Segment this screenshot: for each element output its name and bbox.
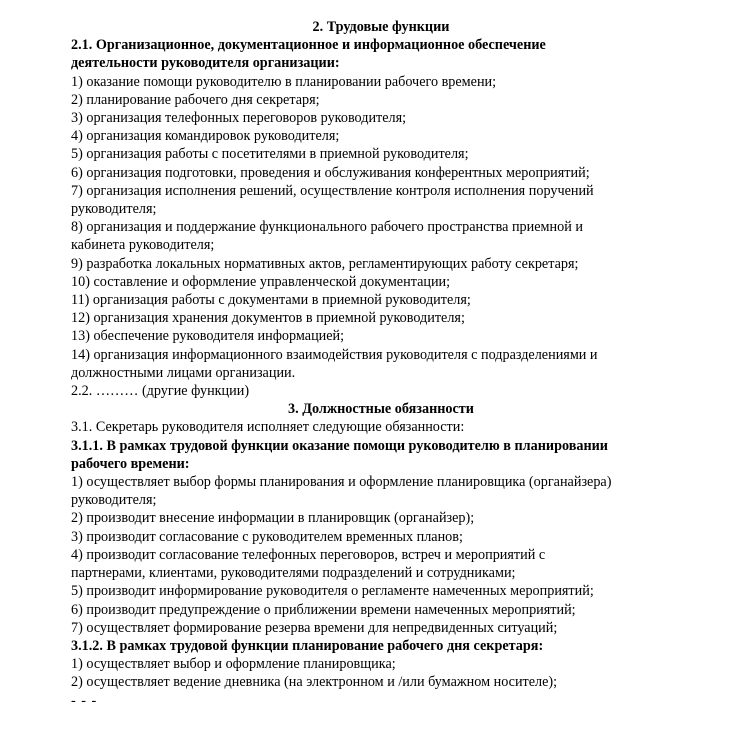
- function-list-item: 12) организация хранения документов в приемной руководителя;: [71, 310, 465, 327]
- duty-list-item: партнерами, клиентами, руководителями подразделений и сотрудниками;: [71, 565, 516, 582]
- section-3-1-1-heading-line-1: 3.1.1. В рамках трудовой функции оказание помощи руководителю в планировании: [71, 437, 608, 454]
- section-3-1-intro: 3.1. Секретарь руководителя исполняет следующие обязанности:: [71, 419, 465, 436]
- document-page: [71, 18, 691, 710]
- function-list-item: 6) организация подготовки, проведения и обслуживания конферентных мероприятий;: [71, 164, 590, 181]
- function-list-item: руководителя;: [71, 201, 157, 218]
- duty-list-item: 4) производит согласование телефонных переговоров, встреч и мероприятий с: [71, 546, 546, 563]
- duty-list-item: 1) осуществляет выбор формы планирования и оформление планировщика (органайзера): [71, 474, 612, 491]
- function-list-item: 3) организация телефонных переговоров руководителя;: [71, 110, 407, 127]
- function-list-item: 4) организация командировок руководителя;: [71, 128, 340, 145]
- function-list-item: 9) разработка локальных нормативных актов, регламентирующих работу секретаря;: [71, 255, 579, 272]
- function-list-item: 8) организация и поддержание функционального рабочего пространства приемной и: [71, 219, 583, 236]
- section-3-title: 3. Должностные обязанности: [288, 401, 474, 418]
- other-functions-line: 2.2. ……… (другие функции): [71, 383, 250, 400]
- function-list-item: 13) обеспечение руководителя информацией;: [71, 328, 345, 345]
- section-3-1-1-heading-line-2: рабочего времени:: [71, 455, 190, 472]
- function-list-item: 1) оказание помощи руководителю в планировании рабочего времени;: [71, 73, 497, 90]
- duty-list-item: 2) производит внесение информации в планировщик (органайзер);: [71, 510, 475, 527]
- function-list-item: 11) организация работы с документами в приемной руководителя;: [71, 292, 471, 309]
- continuation-marker: - - -: [71, 692, 98, 709]
- duty-list-item: 1) осуществляет выбор и оформление планировщика;: [71, 656, 396, 673]
- duty-list-item: руководителя;: [71, 492, 157, 509]
- function-list-item: кабинета руководителя;: [71, 237, 215, 254]
- function-list-item: должностными лицами организации.: [71, 364, 296, 381]
- duty-list-item: 7) осуществляет формирование резерва времени для непредвиденных ситуаций;: [71, 619, 558, 636]
- section-2-title: 2. Трудовые функции: [312, 19, 450, 35]
- function-list-item: 2) планирование рабочего дня секретаря;: [71, 91, 320, 108]
- function-list-item: 14) организация информационного взаимодействия руководителя с подразделениями и: [71, 346, 598, 363]
- duty-list-item: 5) производит информирование руководителя о регламенте намеченных мероприятий;: [71, 583, 594, 600]
- function-list-item: 10) составление и оформление управленческой документации;: [71, 273, 451, 290]
- function-list-item: 5) организация работы с посетителями в приемной руководителя;: [71, 146, 469, 163]
- section-2-1-heading-line-1: 2.1. Организационное, документационное и информационное обеспечение: [71, 37, 546, 54]
- section-3-1-2-heading: 3.1.2. В рамках трудовой функции планирование рабочего дня секретаря:: [71, 637, 544, 654]
- duty-list-item: 2) осуществляет ведение дневника (на электронном и /или бумажном носителе);: [71, 674, 558, 691]
- section-2-1-heading-line-2: деятельности руководителя организации:: [71, 55, 340, 72]
- duty-list-item: 6) производит предупреждение о приближении времени намеченных мероприятий;: [71, 601, 576, 618]
- duty-list-item: 3) производит согласование с руководителем временных планов;: [71, 528, 463, 545]
- function-list-item: 7) организация исполнения решений, осуществление контроля исполнения поручений: [71, 182, 594, 199]
